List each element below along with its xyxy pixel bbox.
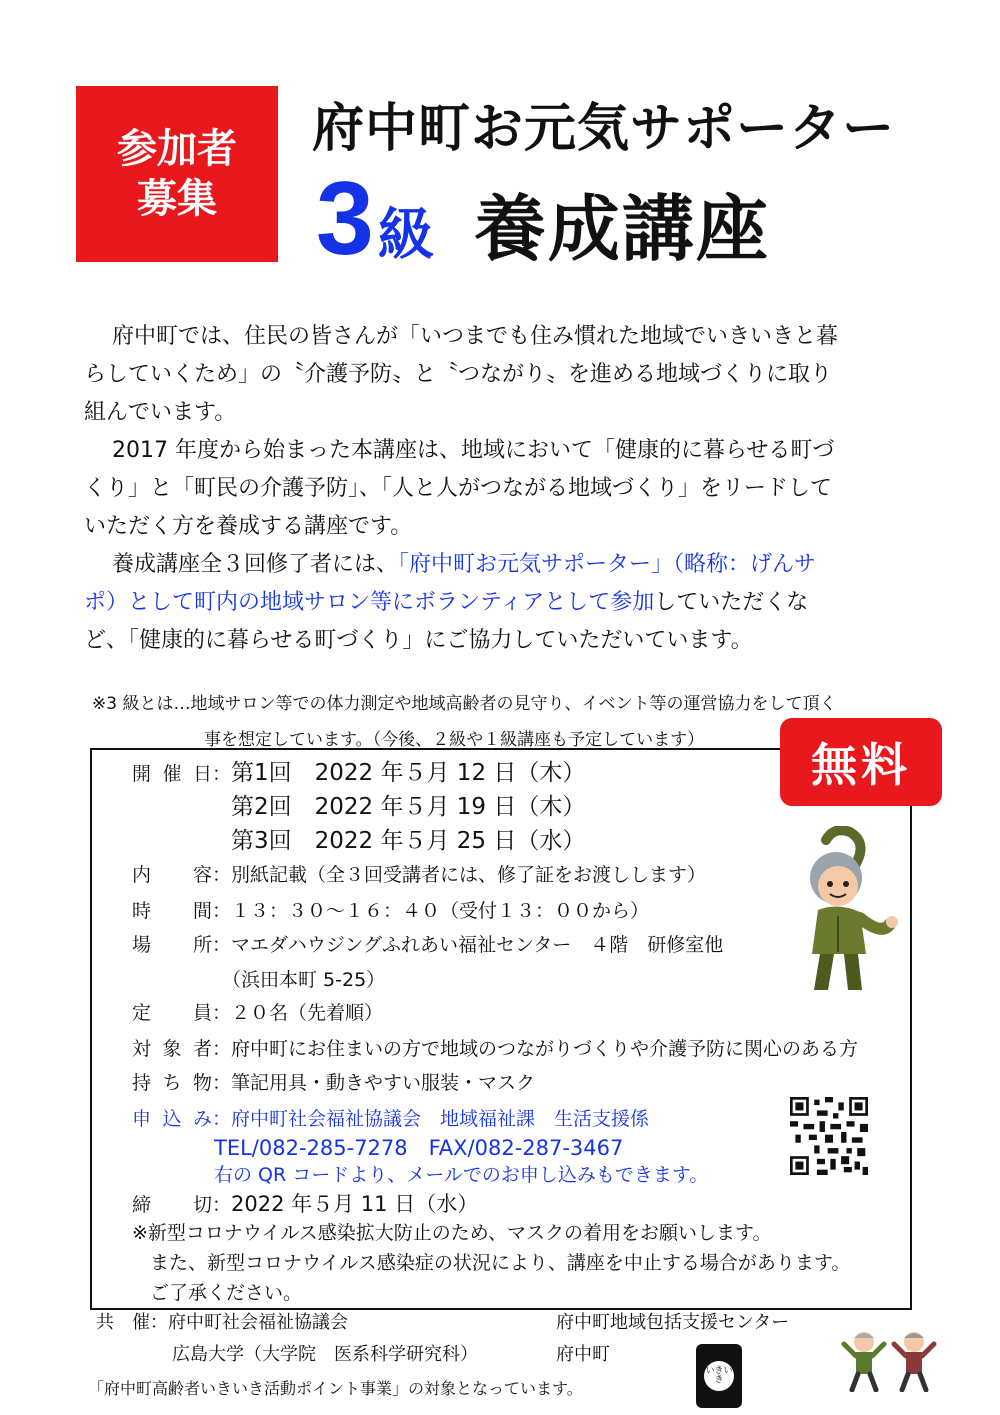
covid-note-1: ※新型コロナウイルス感染拡大防止のため、マスクの着用をお願いします。 (132, 1222, 772, 1244)
date-row-3 (231, 822, 585, 855)
covid-note-2: また、新型コロナウイルス感染症の状況により、講座を中止する場合があります。 (150, 1252, 851, 1274)
intro-p1-l2: らしていくため」の〝介護予防〟と〝つながり〟を進める地域づくりに取り (84, 362, 833, 387)
qr-code[interactable] (790, 1097, 868, 1175)
grade-number: 3 (316, 161, 374, 277)
intro-text (84, 318, 914, 660)
intro-p2-l3: いただく方を養成する講座です。 (84, 514, 413, 539)
footer-note: 「府中町高齢者いきいき活動ポイント事業」の対象となっています。 (88, 1379, 583, 1398)
date-2: 第2回 2022 年５月 19 日（木） (231, 794, 586, 820)
intro-p1-l3: 組んでいます。 (84, 400, 237, 425)
bring-row: 持ち物：筆記用具・動きやすい服装・マスク (132, 1072, 536, 1094)
course-name: 養成講座 (473, 187, 770, 271)
grade-unit: 級 (377, 203, 434, 268)
logo-text: いきいき (704, 1361, 734, 1391)
date-row-2 (231, 788, 585, 821)
intro-p3-l3: ど、「健康的に暮らせる町づくり」にご協力していただいています。 (84, 628, 753, 653)
apply-qr-note: 右の QR コードより、メールでのお申し込みもできます。 (214, 1164, 709, 1186)
dates-label: 開催日 (132, 763, 212, 785)
free-badge: 無料 (780, 718, 942, 806)
badge-line1: 参加者 (117, 126, 237, 172)
date-3: 第3回 2022 年５月 25 日（水） (231, 828, 586, 854)
intro-p3-l1: 養成講座全３回修了者には、「府中町お元気サポーター」（略称：げんサ (112, 552, 817, 577)
note-line1: ※3 級とは…地域サロン等での体力測定や地域高齢者の見守り、イベント等の運営協力をして頂く (92, 694, 837, 714)
intro-p2-l1: 2017 年度から始まった本講座は、地域において「健康的に暮らせる町づ (112, 438, 835, 463)
recruit-badge (76, 86, 278, 262)
organizers-row-1: 共 催：府中町社会福祉協議会 (96, 1312, 348, 1333)
ikiiki-logo (696, 1344, 742, 1408)
apply-row: 申込み：府中町社会福祉協議会 地域福祉課 生活支援係 (132, 1108, 650, 1130)
organizer-3: 広島大学（大学院 医系科学研究科） (172, 1344, 478, 1365)
apply-contact: TEL/082-285-7278 FAX/082-287-3467 (214, 1136, 624, 1160)
organizers-label: 共 催 (96, 1312, 150, 1333)
deadline-row: 締 切：2022 年５月 11 日（水） (132, 1192, 479, 1216)
supporter-highlight: 「府中町お元気サポーター」（略称：げんサ (398, 552, 817, 577)
organizer-1: 府中町社会福祉協議会 (168, 1312, 348, 1333)
intro-p2-l2: くり」と「町民の介護予防」、「人と人がつながる地域づくり」をリードして (84, 476, 833, 501)
time-row: 時 間：１３：３０～１６：４０（受付１３：００から） (132, 900, 650, 922)
badge-line2: 募集 (137, 176, 217, 222)
dates-row: 開催日：第1回 2022 年５月 12 日（木） (132, 760, 586, 786)
page-title: 府中町お元気サポーター (312, 99, 896, 159)
note-line2: 事を想定しています。（今後、２級や１級講座も予定しています） (204, 730, 705, 750)
volunteer-highlight: ポ）として町内の地域サロン等にボランティアとして参加 (84, 590, 655, 615)
seniors-illustration (840, 1328, 940, 1392)
target-row: 対象者：府中町にお住まいの方で地域のつながりづくりや介護予防に関心のある方 (132, 1038, 859, 1060)
organizer-4: 府中町 (556, 1344, 610, 1365)
place-row: 場 所：マエダハウジングふれあい福祉センター ４階 研修室他 (132, 934, 724, 956)
date-1: 第1回 2022 年５月 12 日（木） (231, 760, 586, 786)
exercise-person-illustration (790, 826, 910, 998)
intro-p3-l2: ポ）として町内の地域サロン等にボランティアとして参加していただくな (84, 590, 809, 615)
organizer-2: 府中町地域包括支援センター (556, 1312, 790, 1333)
course-title (316, 160, 770, 279)
content-row: 内 容：別紙記載（全３回受講者には、修了証をお渡しします） (132, 864, 707, 886)
covid-note-3: ご了承ください。 (150, 1282, 303, 1304)
place-address: （浜田本町 5-25） (222, 969, 386, 991)
intro-p1-l1: 府中町では、住民の皆さんが「いつまでも住み慣れた地域でいきいきと暮 (112, 324, 839, 349)
capacity-row: 定 員：２０名（先着順） (132, 1002, 384, 1024)
